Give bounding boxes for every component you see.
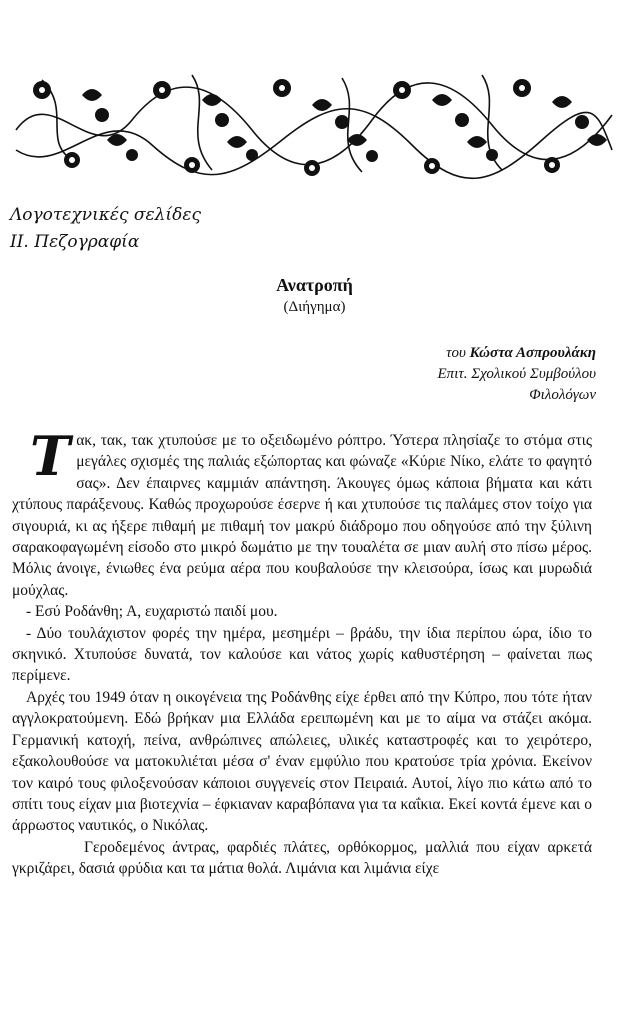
article-title: Ανατροπή	[276, 275, 353, 295]
section-sublabel: ΙΙ. Πεζογραφία	[10, 232, 140, 252]
article-body	[12, 424, 592, 880]
paragraph-4: Αρχές του 1949 όταν η οικογένεια της Ροδάνθης είχε έρθει από την Κύπρο, που τότε ήταν αγγλοκρατούμενη. Εδώ βρήκαν μια Ελλάδα ερειπωμένη και με το αίμα να στάζει ακόμα. Γερμανική κατοχή, πείνα, ανθρώπινες απώλειες, υλικές καταστροφές και το χειρότερο, εξακολουθούσε να ματοκυλιέται μέσα σ' έναν εμφύλιο που κρατούσε τρία χρόνια. Εκείνον τον καιρό τους φιλοξενούσαν κάποιοι συγγενείς στον Πειραιά. Αυτοί, λίγο πιο κάτω από το σπίτι τους είχαν μια βιοτεχνία – έφκιαναν καραβόπανα για τα καΐκια. Εκεί κοντά έμενε και ο άρρωστος ναυτικός, ο Νικόλας.	[12, 688, 592, 835]
author-name: Κώστα Ασπρουλάκη	[469, 345, 596, 361]
paragraph-1-text: ακ, τακ, τακ χτυπούσε με το οξειδωμένο ρόπτρο. Ύστερα πλησίαζε το στόμα στις μεγάλες σχισμές της παλιάς εξώπορτας και φώναζε «Κύριε Νίκο, ελάτε το φαγητό σας». Δεν έπαιρνες καμμιάν απάντηση. Άκουγες όμως κάποια βήματα και κάτι χτύπους παράξενους. Καθώς προχωρούσε έσερνε ή και χτυπούσε τις παλάμες στον τοίχο για σιγουριά, κι ας ήξερε πιθαμή με πιθαμή τον μακρύ διάδρομο που οδηγούσε από την ξύλινη σαρακοφαγωμένη είσοδο στο μικρό δωμάτιο με την τουαλέτα σε μιαν αυλή στο πίσω μέρος. Μόλις άνοιγε, ένιωθες ένα ρεύμα αέρα που κουβαλούσε την κλεισούρα, ίσως και μυρωδιά μούχλας.	[12, 432, 592, 599]
paragraph-5: Γεροδεμένος άντρας, φαρδιές πλάτες, ορθόκορμος, μαλλιά που είχαν αρκετά γκριζάρει, δασιά φρύδια και τα μάτια θολά. Λιμάνια και λιμάνια είχε	[12, 838, 592, 878]
paragraph-2: - Εσύ Ροδάνθη; Α, ευχαριστώ παιδί μου.	[26, 603, 278, 621]
author-role-2: Φιλολόγων	[529, 387, 596, 403]
author-line	[438, 343, 596, 364]
paragraph-3: - Δύο τουλάχιστον φορές την ημέρα, μεσημέρι – βράδυ, την ίδια περίπου ώρα, ίδιο το σκηνικό. Χτυπούσε δυνατά, τον καλούσε και νάτος χωρίς καθυστέρηση – φαίνεται πως περίμενε.	[12, 624, 592, 685]
section-label: Λογοτεχνικές σελίδες	[10, 205, 201, 225]
author-role-1: Επιτ. Σχολικού Συμβούλου	[437, 366, 596, 382]
floral-ornament-band	[12, 60, 616, 188]
author-prefix: του	[446, 345, 470, 361]
drop-cap: Τ	[30, 424, 71, 488]
paragraph-1	[12, 424, 592, 601]
article-subtitle: (Διήγημα)	[283, 299, 346, 315]
author-block	[438, 343, 596, 406]
